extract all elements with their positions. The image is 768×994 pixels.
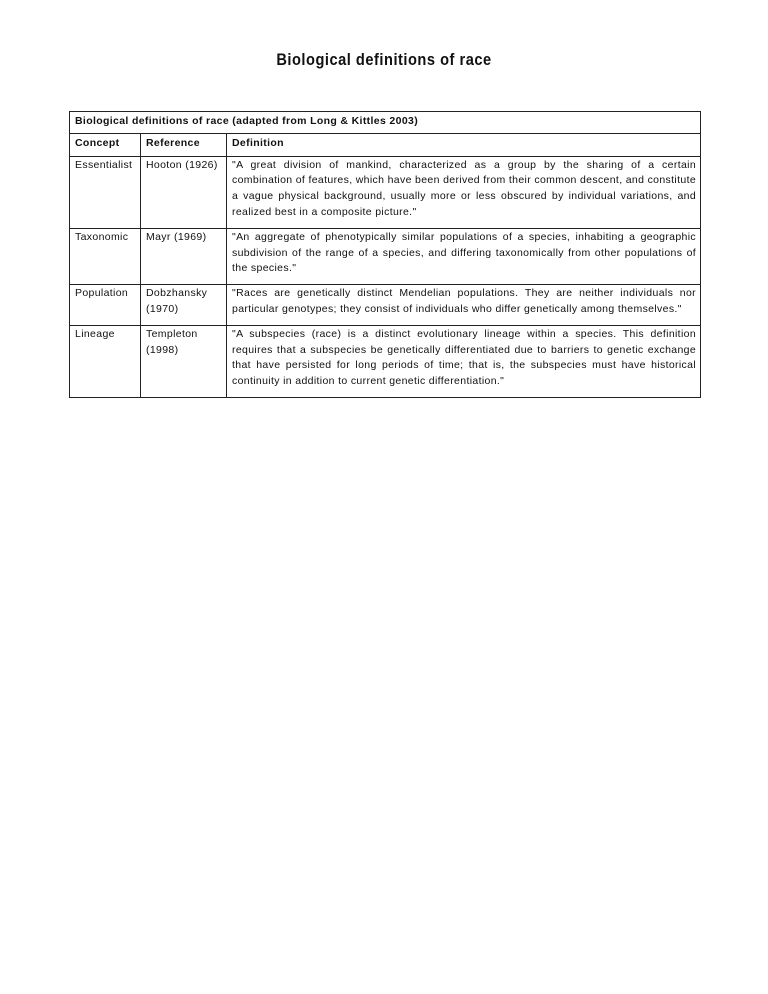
table-caption: Biological definitions of race (adapted from Long & Kittles 2003): [70, 112, 701, 134]
page-title: Biological definitions of race: [276, 50, 492, 69]
concept-cell: Lineage: [70, 325, 141, 397]
reference-cell: Dobzhansky (1970): [141, 285, 227, 326]
definition-cell: "An aggregate of phenotypically similar populations of a species, inhabiting a geographic subdivision of the range of a species, and differing taxonomically from other populations of the species.": [227, 228, 701, 284]
definitions-table: [69, 111, 701, 398]
table-row: [70, 228, 701, 284]
definition-cell: "Races are genetically distinct Mendelian populations. They are neither individuals nor particular genotypes; they consist of individuals who differ genetically among themselves.": [227, 285, 701, 326]
table-row: [70, 325, 701, 397]
definition-cell: "A great division of mankind, characterized as a group by the sharing of a certain combination of features, which have been derived from their common descent, and constitute a vague physical background, usually more or less obscured by individual variations, and realized best in a composite picture.": [227, 156, 701, 228]
definition-cell: "A subspecies (race) is a distinct evolutionary lineage within a species. This definition requires that a subspecies be genetically differentiated due to barriers to genetic exchange that have persisted for long periods of time; that is, the subspecies must have historical continuity in addition to current genetic differentiation.": [227, 325, 701, 397]
table-row: [70, 285, 701, 326]
concept-cell: Population: [70, 285, 141, 326]
reference-cell: Templeton (1998): [141, 325, 227, 397]
table-row: [70, 156, 701, 228]
column-header-reference: Reference: [141, 133, 227, 156]
column-header-definition: Definition: [227, 133, 701, 156]
reference-cell: Mayr (1969): [141, 228, 227, 284]
reference-cell: Hooton (1926): [141, 156, 227, 228]
column-header-concept: Concept: [70, 133, 141, 156]
table-caption-row: [70, 112, 701, 134]
concept-cell: Taxonomic: [70, 228, 141, 284]
concept-cell: Essentialist: [70, 156, 141, 228]
table-header-row: [70, 133, 701, 156]
